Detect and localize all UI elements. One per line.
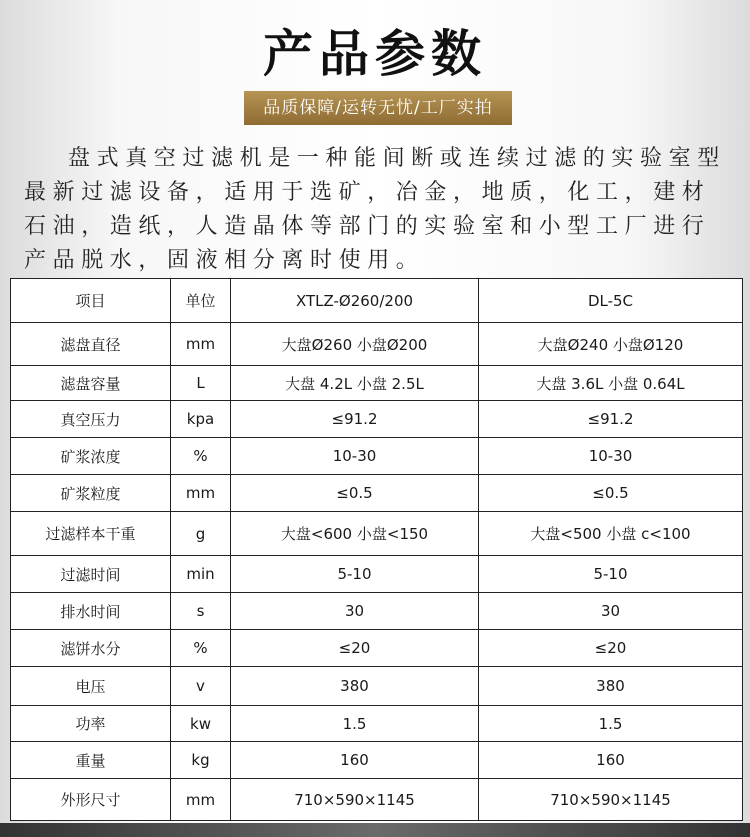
cell-unit: L bbox=[171, 366, 231, 401]
cell-xtlz-value: 大盘<600 小盘<150 bbox=[231, 512, 479, 556]
cell-dl5c-value: 1.5 bbox=[479, 706, 743, 742]
cell-xtlz-value: ≤91.2 bbox=[231, 401, 479, 438]
cell-unit: g bbox=[171, 512, 231, 556]
table-row bbox=[11, 742, 743, 779]
cell-dl5c-value: ≤91.2 bbox=[479, 401, 743, 438]
cell-xtlz-value: ≤0.5 bbox=[231, 475, 479, 512]
cell-unit: mm bbox=[171, 475, 231, 512]
table-row bbox=[11, 779, 743, 821]
bottom-divider bbox=[0, 823, 750, 837]
cell-xtlz-value: 大盘 4.2L 小盘 2.5L bbox=[231, 366, 479, 401]
cell-unit: mm bbox=[171, 779, 231, 821]
cell-item: 滤盘容量 bbox=[11, 366, 171, 401]
table-row bbox=[11, 438, 743, 475]
cell-unit: % bbox=[171, 630, 231, 667]
header-unit: 单位 bbox=[171, 279, 231, 323]
header-model-xtlz: XTLZ-Ø260/200 bbox=[231, 279, 479, 323]
cell-dl5c-value: ≤0.5 bbox=[479, 475, 743, 512]
cell-xtlz-value: 380 bbox=[231, 667, 479, 706]
intro-paragraph: 盘式真空过滤机是一种能间断或连续过滤的实验室型最新过滤设备，适用于选矿，冶金，地质，化工，建材石油，造纸，人造晶体等部门的实验室和小型工厂进行产品脱水，固液相分离时使用。 bbox=[24, 146, 726, 273]
cell-xtlz-value: 10-30 bbox=[231, 438, 479, 475]
table-row bbox=[11, 630, 743, 667]
table-body bbox=[11, 323, 743, 821]
cell-item: 过滤样本干重 bbox=[11, 512, 171, 556]
cell-item: 真空压力 bbox=[11, 401, 171, 438]
cell-dl5c-value: 10-30 bbox=[479, 438, 743, 475]
cell-dl5c-value: 710×590×1145 bbox=[479, 779, 743, 821]
table-row bbox=[11, 706, 743, 742]
cell-unit: min bbox=[171, 556, 231, 593]
cell-unit: kpa bbox=[171, 401, 231, 438]
cell-item: 电压 bbox=[11, 667, 171, 706]
table-header-row bbox=[11, 279, 743, 323]
cell-unit: kg bbox=[171, 742, 231, 779]
cell-item: 滤饼水分 bbox=[11, 630, 171, 667]
cell-item: 过滤时间 bbox=[11, 556, 171, 593]
spec-table-container bbox=[10, 278, 742, 821]
cell-dl5c-value: 380 bbox=[479, 667, 743, 706]
cell-dl5c-value: 大盘<500 小盘 c<100 bbox=[479, 512, 743, 556]
cell-dl5c-value: 大盘Ø240 小盘Ø120 bbox=[479, 323, 743, 366]
cell-xtlz-value: 30 bbox=[231, 593, 479, 630]
cell-dl5c-value: 5-10 bbox=[479, 556, 743, 593]
cell-dl5c-value: 大盘 3.6L 小盘 0.64L bbox=[479, 366, 743, 401]
cell-unit: mm bbox=[171, 323, 231, 366]
cell-xtlz-value: 160 bbox=[231, 742, 479, 779]
table-row bbox=[11, 366, 743, 401]
cell-item: 矿浆粒度 bbox=[11, 475, 171, 512]
cell-unit: % bbox=[171, 438, 231, 475]
table-row bbox=[11, 512, 743, 556]
cell-xtlz-value: 710×590×1145 bbox=[231, 779, 479, 821]
cell-xtlz-value: ≤20 bbox=[231, 630, 479, 667]
cell-xtlz-value: 1.5 bbox=[231, 706, 479, 742]
cell-unit: kw bbox=[171, 706, 231, 742]
cell-item: 重量 bbox=[11, 742, 171, 779]
table-row bbox=[11, 401, 743, 438]
cell-xtlz-value: 大盘Ø260 小盘Ø200 bbox=[231, 323, 479, 366]
cell-xtlz-value: 5-10 bbox=[231, 556, 479, 593]
spec-table bbox=[10, 278, 743, 821]
cell-item: 外形尺寸 bbox=[11, 779, 171, 821]
table-row bbox=[11, 323, 743, 366]
cell-item: 排水时间 bbox=[11, 593, 171, 630]
cell-dl5c-value: ≤20 bbox=[479, 630, 743, 667]
page-title: 产品参数 bbox=[263, 25, 487, 83]
table-row bbox=[11, 556, 743, 593]
cell-item: 矿浆浓度 bbox=[11, 438, 171, 475]
cell-item: 功率 bbox=[11, 706, 171, 742]
cell-dl5c-value: 160 bbox=[479, 742, 743, 779]
cell-item: 滤盘直径 bbox=[11, 323, 171, 366]
table-row bbox=[11, 475, 743, 512]
slogan-badge: 品质保障/运转无忧/工厂实拍 bbox=[244, 91, 512, 125]
table-row bbox=[11, 593, 743, 630]
table-row bbox=[11, 667, 743, 706]
header-model-dl5c: DL-5C bbox=[479, 279, 743, 323]
header-item: 项目 bbox=[11, 279, 171, 323]
cell-unit: v bbox=[171, 667, 231, 706]
cell-dl5c-value: 30 bbox=[479, 593, 743, 630]
cell-unit: s bbox=[171, 593, 231, 630]
